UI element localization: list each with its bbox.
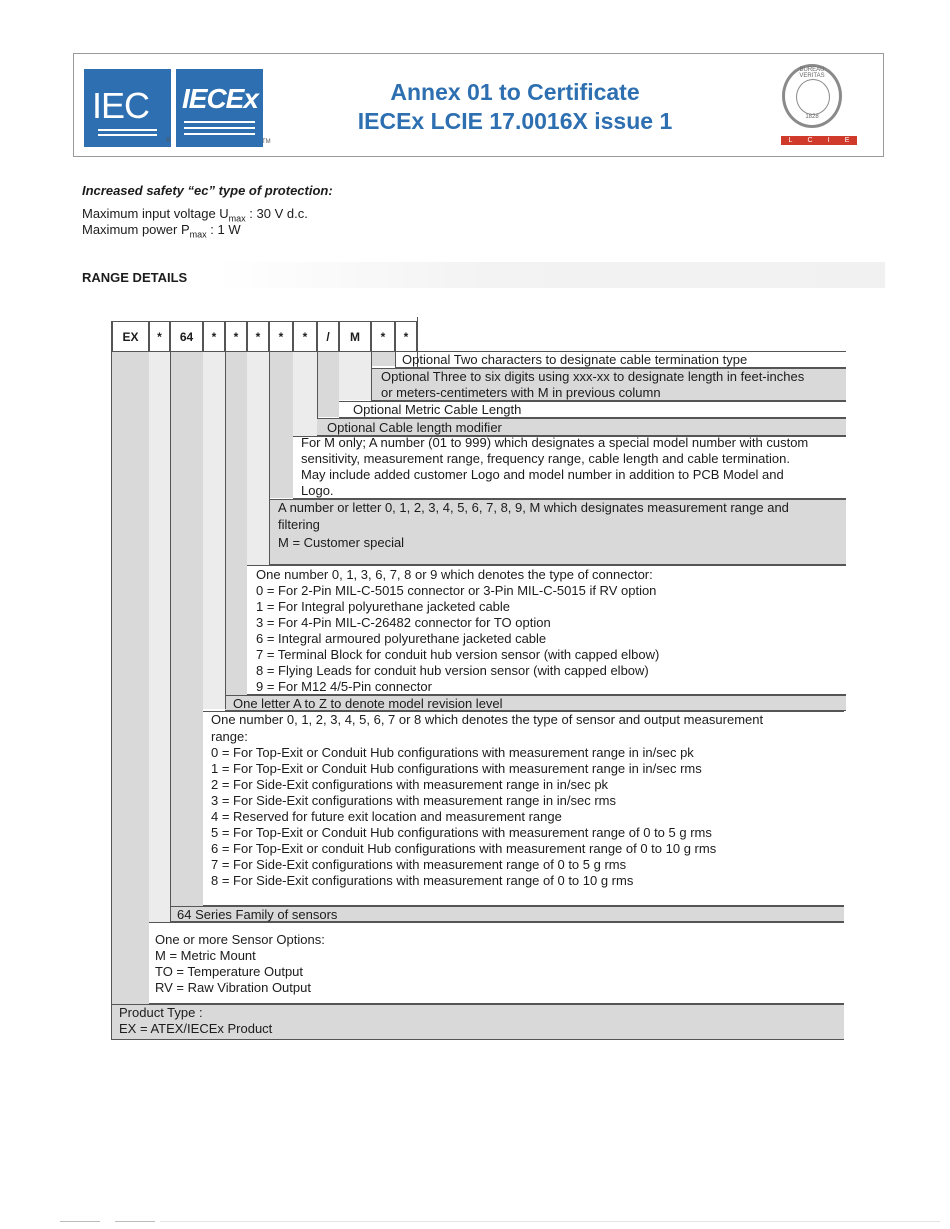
guide-line	[269, 352, 270, 565]
desc-length-modifier: Optional Cable length modifier	[327, 420, 502, 435]
desc-connector-line: 7 = Terminal Block for conduit hub version sensor (with capped elbow)	[256, 647, 660, 662]
desc-options-line: RV = Raw Vibration Output	[155, 980, 311, 995]
desc-meas-range-line: M = Customer special	[278, 535, 405, 550]
max-power-value: : 1 W	[206, 222, 241, 237]
guide-line	[395, 352, 396, 368]
desc-connector-line: 1 = For Integral polyurethane jacketed cable	[256, 599, 511, 614]
desc-length-line-1: Optional Three to six digits using xxx-xx to designate length in feet-inches	[381, 369, 805, 384]
column-family	[170, 352, 203, 921]
column-meas-range	[269, 352, 293, 498]
desc-sensor-type-line: 2 = For Side-Exit configurations with measurement range in in/sec pk	[211, 777, 609, 792]
max-power-subscript: max	[189, 229, 207, 240]
protection-title: Increased safety “ec” type of protection:	[82, 183, 333, 198]
code-cell-connector: *	[247, 321, 269, 352]
column-sensor-type	[203, 352, 225, 709]
code-cell-special: *	[293, 321, 317, 352]
column-special	[293, 352, 317, 436]
desc-sensor-type-line: 4 = Reserved for future exit location and measurement range	[211, 809, 562, 824]
column-product-type	[112, 352, 149, 1040]
desc-m-only-line: Logo.	[301, 483, 334, 498]
max-voltage-value: : 30 V d.c.	[245, 206, 308, 221]
desc-connector-line: 6 = Integral armoured polyurethane jacketed cable	[256, 631, 547, 646]
range-details-title: RANGE DETAILS	[82, 270, 188, 285]
max-voltage-label: Maximum input voltage U	[82, 206, 229, 221]
code-cell-meas-range: *	[269, 321, 293, 352]
scan-line	[60, 1221, 100, 1222]
column-length	[371, 352, 395, 366]
code-cell-metric: M	[339, 321, 371, 352]
desc-options-line: One or more Sensor Options:	[155, 932, 325, 947]
desc-product-line: EX = ATEX/IECEx Product	[119, 1021, 273, 1036]
desc-connector-line: 9 = For M12 4/5-Pin connector	[256, 679, 432, 694]
column-revision	[225, 352, 247, 700]
max-voltage-subscript: max	[228, 213, 246, 224]
column-metric	[339, 352, 371, 400]
scan-line	[160, 1221, 940, 1222]
code-cell-revision: *	[225, 321, 247, 352]
iecex-logo-text: IECEx	[182, 83, 258, 114]
lcie-letter: C	[807, 137, 813, 144]
column-sensor-options	[149, 352, 170, 927]
desc-sensor-type-line: range:	[211, 729, 248, 744]
seal-year: 1828	[805, 114, 819, 120]
desc-meas-range-line: filtering	[278, 517, 320, 532]
desc-connector-line: 3 = For 4-Pin MIL-C-26482 connector for TO option	[256, 615, 551, 630]
desc-m-only-line: sensitivity, measurement range, frequency range, cable length and cable termination.	[301, 451, 790, 466]
desc-product-line: Product Type :	[119, 1005, 203, 1020]
desc-connector-line: 0 = For 2-Pin MIL-C-5015 connector or 3-Pin MIL-C-5015 if RV option	[256, 583, 657, 598]
iec-logo-text: IEC	[92, 85, 150, 126]
registered-mark: ®	[166, 138, 171, 144]
desc-sensor-type-line: 1 = For Top-Exit or Conduit Hub configurations with measurement range in in/sec rms	[211, 761, 702, 776]
code-cell-sensor-type: *	[203, 321, 225, 352]
desc-m-only-line: For M only; A number (01 to 999) which designates a special model number with custom	[301, 435, 809, 450]
code-cell-ex: EX	[112, 321, 149, 352]
desc-sensor-type-line: 0 = For Top-Exit or Conduit Hub configurations with measurement range in in/sec pk	[211, 745, 694, 760]
lcie-letter: L	[788, 137, 793, 144]
guide-line	[317, 352, 318, 418]
guide-line	[225, 352, 226, 709]
code-cell-family: 64	[170, 321, 203, 352]
desc-metric-length: Optional Metric Cable Length	[353, 402, 522, 417]
desc-sensor-type-line: 6 = For Top-Exit or conduit Hub configurations with measurement range of 0 to 10 g rms	[211, 841, 717, 856]
desc-sensor-type-line: One number 0, 1, 2, 3, 4, 5, 6, 7 or 8 which denotes the type of sensor and output measurement	[211, 712, 764, 727]
desc-connector-line: 8 = Flying Leads for conduit hub version sensor (with capped elbow)	[256, 663, 649, 678]
desc-meas-range-line: A number or letter 0, 1, 2, 3, 4, 5, 6, 7, 8, 9, M which designates measurement range and	[278, 500, 789, 515]
code-cell-termination: *	[395, 321, 417, 352]
guide-line	[170, 352, 171, 921]
column-connector	[247, 352, 269, 568]
desc-sensor-type-line: 3 = For Side-Exit configurations with measurement range in in/sec rms	[211, 793, 616, 808]
code-cell-slash: /	[317, 321, 339, 352]
guide-line	[371, 352, 372, 401]
lcie-letter: E	[844, 137, 850, 144]
max-power-label: Maximum power P	[82, 222, 190, 237]
annex-title: Annex 01 to Certificate	[390, 79, 640, 105]
code-cell-length: *	[371, 321, 395, 352]
desc-sensor-type-line: 7 = For Side-Exit configurations with measurement range of 0 to 5 g rms	[211, 857, 627, 872]
certificate-number: IECEx LCIE 17.0016X issue 1	[357, 108, 673, 134]
desc-options-line: M = Metric Mount	[155, 948, 256, 963]
desc-connector-line: One number 0, 1, 3, 6, 7, 8 or 9 which denotes the type of connector:	[256, 567, 653, 582]
desc-sensor-type-line: 8 = For Side-Exit configurations with measurement range of 0 to 10 g rms	[211, 873, 634, 888]
lcie-letter: I	[827, 137, 830, 144]
desc-m-only-line: May include added customer Logo and model number in addition to PCB Model and	[301, 467, 784, 482]
scan-line	[115, 1221, 155, 1222]
guide-line	[111, 321, 112, 1040]
desc-family: 64 Series Family of sensors	[177, 907, 338, 922]
desc-cable-termination: Optional Two characters to designate cable termination type	[402, 352, 748, 367]
code-cell-options: *	[149, 321, 170, 352]
desc-revision: One letter A to Z to denote model revision level	[233, 696, 503, 711]
desc-sensor-type-line: 5 = For Top-Exit or Conduit Hub configurations with measurement range of 0 to 5 g rms	[211, 825, 712, 840]
column-modifier	[317, 352, 339, 417]
desc-options-line: TO = Temperature Output	[155, 964, 304, 979]
desc-length-line-2: or meters-centimeters with M in previous column	[381, 385, 661, 400]
trademark-mark: TM	[262, 139, 271, 145]
seal-text: BUREAU VERITAS	[799, 67, 825, 79]
